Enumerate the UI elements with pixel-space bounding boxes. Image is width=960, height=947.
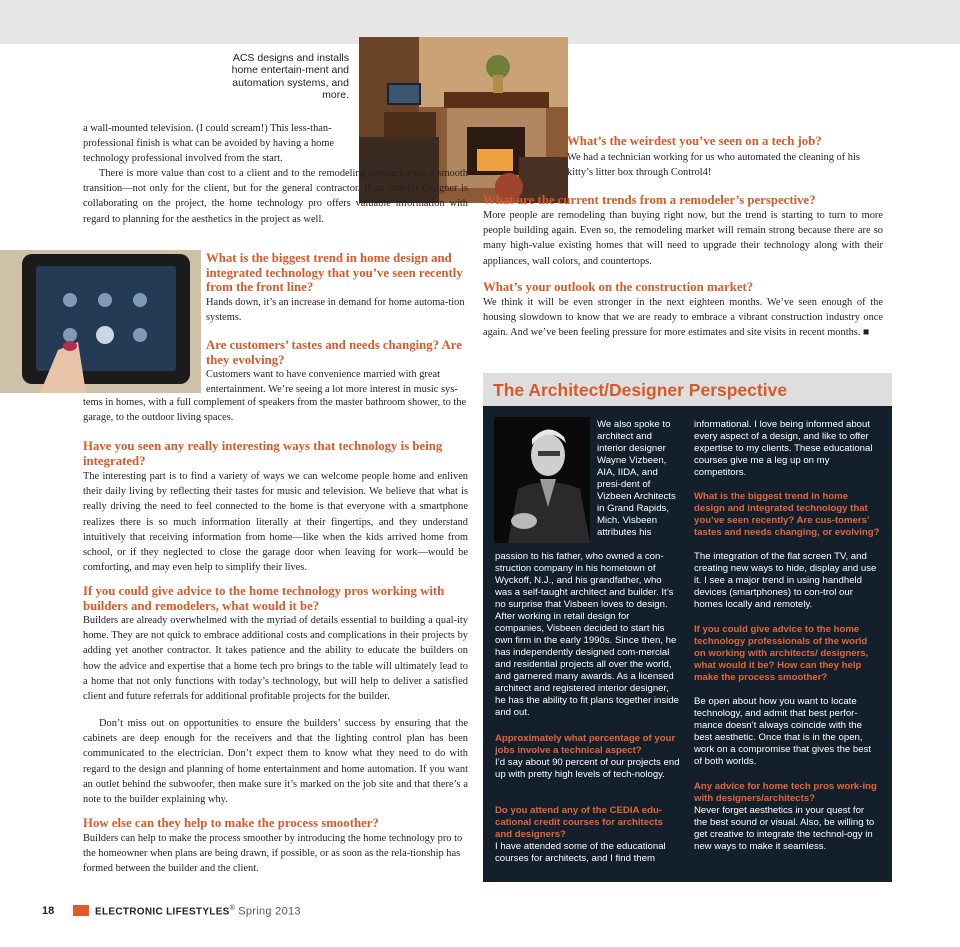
sidebar-answer: The integration of the flat screen TV, and creating new ways to hide, display and use it. I see a major trend in using handheld devices (smartphones) to con-trol our homes locally and remotely.	[694, 551, 877, 610]
question-heading: If you could give advice to the home technology pros working with builders and remodelers, what would it be?	[83, 584, 445, 613]
question-heading: What’s the weirdest you’ve seen on a tech job?	[567, 134, 822, 148]
tablet-photo	[0, 250, 201, 393]
article-paragraph: There is more value than cost to a client and to the remodeling contractor for a smooth transition—not only for the client, but for the general contractor. If an interior designer is collaborating on the project, the home technology pro offers valuable information with regard to planning for the aesthetics in the project as well.	[83, 168, 468, 225]
sidebar-answer: I have attended some of the educational courses for architects, and I find them	[495, 841, 666, 864]
issue-season: Spring 2013	[238, 905, 301, 918]
page-number: 18	[42, 905, 55, 917]
sidebar-question: Any advice for home tech pros work-ing with designers/architects?	[694, 781, 877, 804]
answer-paragraph: We think it will be even stronger in the next eighteen months. We’ve seen enough of the housing slowdown to know that we are ready to embrace a vibrant construction industry once again. And we’ve been feeling pressure for more estimates and site visits in recent months. ■	[483, 297, 883, 339]
question-heading: What’s your outlook on the construction market?	[483, 280, 754, 294]
sidebar-answer: I’d say about 90 percent of our projects end up with pretty high levels of tech-nology.	[495, 757, 680, 780]
photo-caption: ACS designs and installs home entertain-ment and automation systems, and more.	[231, 52, 349, 102]
sidebar-answer: Never forget aesthetics in your quest for the best sound or visual. Also, be willing to get creative to integrate the technol-ogy in new ways to make it seamless.	[694, 805, 875, 852]
sidebar-title: The Architect/Designer Perspective	[493, 380, 788, 400]
sidebar-intro: passion to his father, who owned a con-struction company in his hometown of Wyckoff, N.J., and his grandfather, who was a self-taught architect and builder. It’s no surprise that Visbeen loves to design. After working in retail design for companies, Visbeen decided to start his own firm in the early 1990s. Since then, he has independently designed com-mercial and residential projects all over the world, and garnered many awards. As a licensed architect and registered interior designer, he has the ability to fit plans together inside and out.	[495, 551, 679, 718]
answer-paragraph: More people are remodeling than buying right now, but the trend is starting to turn to more people building again. Even so, the remodeling market will remain strong because there are so many high-value existing homes that will need to upgrade their technology along with their appliances, wall colors, and countertops.	[483, 210, 883, 267]
answer-paragraph: We had a technician working for us who automated the cleaning of his kitty’s litter box through Control4!	[567, 152, 860, 179]
sidebar-answer: informational. I love being informed about every aspect of a design, and like to offer expertise to my clients. These educational courses give me a leg up on my competitors.	[694, 419, 873, 478]
article-paragraph: a wall-mounted television. (I could scream!) This less-than-professional finish is what can be avoided by having a home technology professional involved from the start.	[83, 123, 335, 165]
question-heading: How else can they help to make the process smoother?	[83, 816, 379, 830]
footer-publication	[95, 905, 301, 917]
publication-name: ELECTRONIC LIFESTYLES	[95, 906, 230, 918]
answer-paragraph: Don’t miss out on opportunities to ensure the builders’ success by ensuring that the cabinets are deep enough for the receivers and that the lighting control plan has been communicated to the electrician. Don’t expect them to know what they need to do with regard to the design and planning of home entertainment and home automation. If you want an outlet behind the subwoofer, then make sure it’s marked on the job site and that there’s a note to the builder explaining why.	[83, 718, 468, 806]
registered-mark: ®	[229, 905, 236, 912]
question-heading: Have you seen any really interesting ways that technology is being integrated?	[83, 439, 443, 468]
question-heading: What are the current trends from a remodeler’s perspective?	[483, 193, 816, 207]
magazine-logo-mark	[73, 905, 89, 916]
answer-paragraph: Hands down, it’s an increase in demand for home automa-tion systems.	[206, 297, 465, 324]
sidebar-question: If you could give advice to the home technology professionals of the world on working with architects/ designers, what would it be? How can they help make the process smoother?	[694, 624, 869, 683]
answer-paragraph: Builders can help to make the process smoother by introducing the home technology pro to the homeowner when plans are being drawn, if possible, or as soon as the rela-tionship has formed between the builder and the client.	[83, 833, 463, 875]
answer-paragraph: tems in homes, with a full complement of speakers from the master bathroom shower, to the garage, to the outdoor living spaces.	[83, 397, 467, 424]
question-heading: What is the biggest trend in home design and integrated technology that you’ve seen recently from the front line?	[206, 251, 463, 294]
sidebar-intro: We also spoke to architect and interior designer Wayne Vizbeen, AIA, IIDA, and presi-dent of Vizbeen Architects in Grand Rapids, Mich. Visbeen attributes his	[597, 419, 676, 538]
answer-paragraph: Customers want to have convenience married with great entertainment. We’re seeing a lot more interest in music sys-	[206, 369, 458, 396]
sidebar-question: Approximately what percentage of your jobs involve a technical aspect?	[495, 733, 676, 756]
answer-paragraph: The interesting part is to find a variety of ways we can welcome people home and enliven their daily living by reflecting their tastes for music and television. We believe that what is really driving the need to feel connected to the home is that everyone with a smartphone realizes there is so much information literally at their fingertips, and they understand intuitively that receiving information from home—like when the kids arrived home from school, or if they neglected to close the garage door when leaving for work—would be comforting, and may even help to simplify their lives.	[83, 471, 468, 574]
architect-portrait-photo	[494, 417, 590, 543]
sidebar-question: Do you attend any of the CEDIA edu-cational credit courses for architects and designers?	[495, 805, 663, 840]
answer-paragraph: Builders are already overwhelmed with the myriad of details essential to building a qual-ity home. They are not quick to embrace additional costs and complications in their projects by adding yet another contractor. It takes patience and the ability to educate the builders on how the advice and expertise that a home tech pro brings to the table will ultimately lead to a home that not only functions with today’s technology, but will help to deliver a satisfied client and future referrals for additional profitable projects for the builder.	[83, 615, 468, 703]
sidebar-answer: Be open about how you want to locate technology, and admit that best perfor-mance doesn’t always coincide with the best aesthetic. Once that is in the open, work on a compromise that gives the best of both worlds.	[694, 696, 872, 767]
question-heading: Are customers’ tastes and needs changing? Are they evolving?	[206, 338, 462, 367]
sidebar-question: What is the biggest trend in home design and integrated technology that you’ve seen recently? Are cus-tomers’ tastes and needs changing, or evolving?	[694, 491, 880, 538]
